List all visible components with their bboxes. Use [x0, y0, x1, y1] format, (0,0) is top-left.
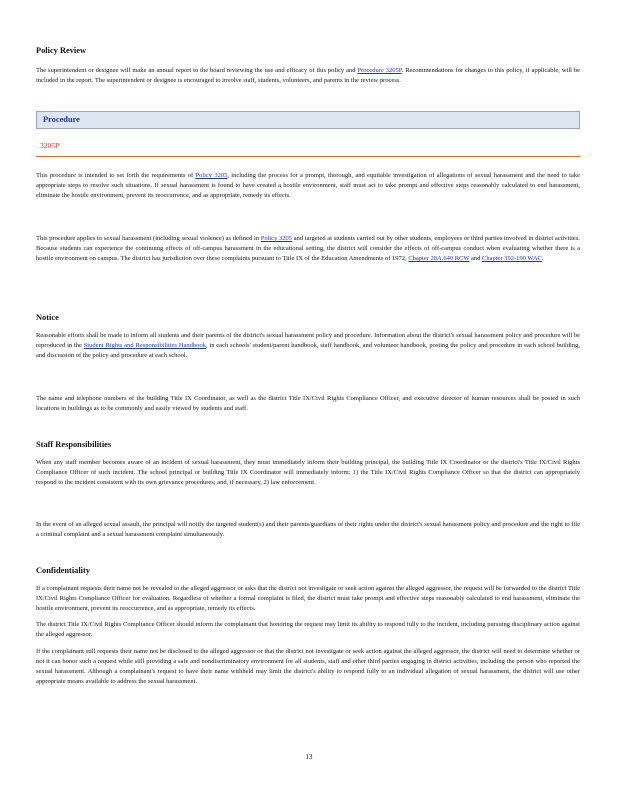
procedure-3205p-link[interactable]: Procedure 3205P — [357, 67, 402, 74]
notice-text-a: Reasonable efforts shall be made to inform all students and their parents of the district's sexual harassment policy and procedure. Information about the district's sexual harassment policy and procedure will be reproduced in the — [36, 332, 580, 349]
policy-review-paragraph — [36, 66, 580, 86]
procedure-code: 3205P — [40, 141, 60, 150]
procedure-section-band — [36, 111, 580, 129]
rcw-28a640-link[interactable]: Chapter 28A.640 RCW — [408, 255, 470, 262]
confidentiality-paragraph-2: The district Title IX/Civil Rights Compliance Officer should inform the complainant that honoring the request may limit its ability to respond fully to the incident, including pursuing disciplinary action against the alleged aggressor. — [36, 621, 580, 638]
procedure-scope-paragraph — [36, 234, 580, 264]
procedure-band-title: Procedure — [43, 115, 80, 124]
procedure-scope-text-c: and — [469, 255, 483, 262]
notice-paragraph-2: The name and telephone numbers of the building Title IX Coordinator, as well as the district Title IX/Civil Rights Compliance Officer, and executive director of human resources shall be posted in such locations in buildings as to be commonly and easily viewed by students and staff. — [36, 395, 580, 412]
notice-text-b: , in each schools' student/parent handbook, staff handbook, and volunteer handbook, posting the policy and procedure in each school building, and discussion of the policy and procedure at each school. — [36, 342, 580, 359]
procedure-intro-text-a: This procedure is intended to set forth the requirements of — [36, 172, 196, 179]
notice-heading: Notice — [36, 313, 59, 322]
policy-review-text-a: The superintendent or designee will make an annual report to the board reviewing the use and efficacy of this policy and — [36, 67, 358, 74]
confidentiality-paragraph-3: If the complainant still requests their name not be disclosed to the alleged aggressor or that the district not investigate or seek action against the alleged aggressor, the district will need to determine whether or not it can honor such a request while still providing a safe and nondiscriminatory environment for all students, staff and other third parties engaging in district activities, including the person who reported the sexual harassment. Although a complainant's request to have their name withheld may limit the district's ability to respond fully to an individual allegation of sexual harassment, the district will use other appropriate means available to address the sexual harassment. — [36, 648, 580, 685]
procedure-scope-text-b: and targeted at students carried out by other students, employees or third parties involved in district activities. Because students can experience the continuing effects of off-campus harassment in the educational setting, the district will consider the effects of off-campus conduct when evaluating whether there is a hostile environment on campus. The district has jurisdiction over these complaints pursuant to Title IX of the Education Amendments of 1972, — [36, 235, 580, 262]
notice-paragraph-1 — [36, 331, 580, 361]
procedure-scope-text-d: . — [541, 255, 544, 262]
policy-3205-link-2[interactable]: Policy 3205 — [260, 235, 293, 242]
confidentiality-heading: Confidentiality — [36, 566, 90, 575]
page-number: 13 — [305, 753, 313, 761]
staff-paragraph-1: When any staff member becomes aware of an incident of sexual harassment, they must immediately inform their building principal, the building Title IX Coordinator or the district's Title IX/Civil Rights Compliance Officer of such incident. The school principal or building Title IX Coordinator will immediately inform: 1) the Title IX/Civil Rights Compliance Officer so that the district can appropriately respond to the incident consistent with its own grievance procedures; and, if necessary, 2) law enforcement. — [36, 459, 580, 486]
staff-paragraph-2: In the event of an alleged sexual assault, the principal will notify the targeted student(s) and their parents/guardians of their rights under the district's sexual harassment policy and procedure and the right to file a criminal complaint and a sexual harassment complaint simultaneously. — [36, 521, 580, 538]
policy-3205-link[interactable]: Policy 3205 — [195, 172, 228, 179]
staff-responsibilities-heading: Staff Responsibilities — [36, 440, 112, 449]
wac-392-190-link[interactable]: Chapter 392-190 WAC — [482, 255, 542, 262]
procedure-divider — [36, 156, 580, 157]
confidentiality-paragraph-1: If a complainant requests their name not be revealed to the alleged aggressor or asks that the district not investigate or seek action against the alleged aggressor, the request will be forwarded to the district Title IX/Civil Rights Compliance Officer for evaluation. Regardless of whether a formal complaint is filed, the district must take prompt and effective steps reasonably calculated to end harassment, eliminate the hostile environment, prevent its reoccurrence, and as appropriate, remedy its effects. — [36, 585, 580, 612]
procedure-intro-paragraph — [36, 171, 580, 201]
procedure-intro-text-b: , including the process for a prompt, thorough, and equitable investigation of allegations of sexual harassment and the need to take appropriate steps to resolve such situations. If sexual harassment is found to have created a hostile environment, staff must act to take prompt and effective steps reasonably calculated to end harassment, eliminate the hostile environment, prevent its reoccurrence, and as appropriate, remedy its effects. — [36, 172, 580, 199]
student-rights-handbook-link[interactable]: Student Rights and Responsibilities Handbook — [83, 342, 206, 349]
policy-review-text-b: . Recommendations for changes to this policy, if applicable, will be included in the report. The superintendent or designee is encouraged to involve staff, students, volunteers, and parents in the review process. — [36, 67, 580, 84]
procedure-scope-text-a: This procedure applies to sexual harassment (including sexual violence) as defined in — [36, 235, 261, 242]
policy-review-heading: Policy Review — [36, 46, 87, 55]
